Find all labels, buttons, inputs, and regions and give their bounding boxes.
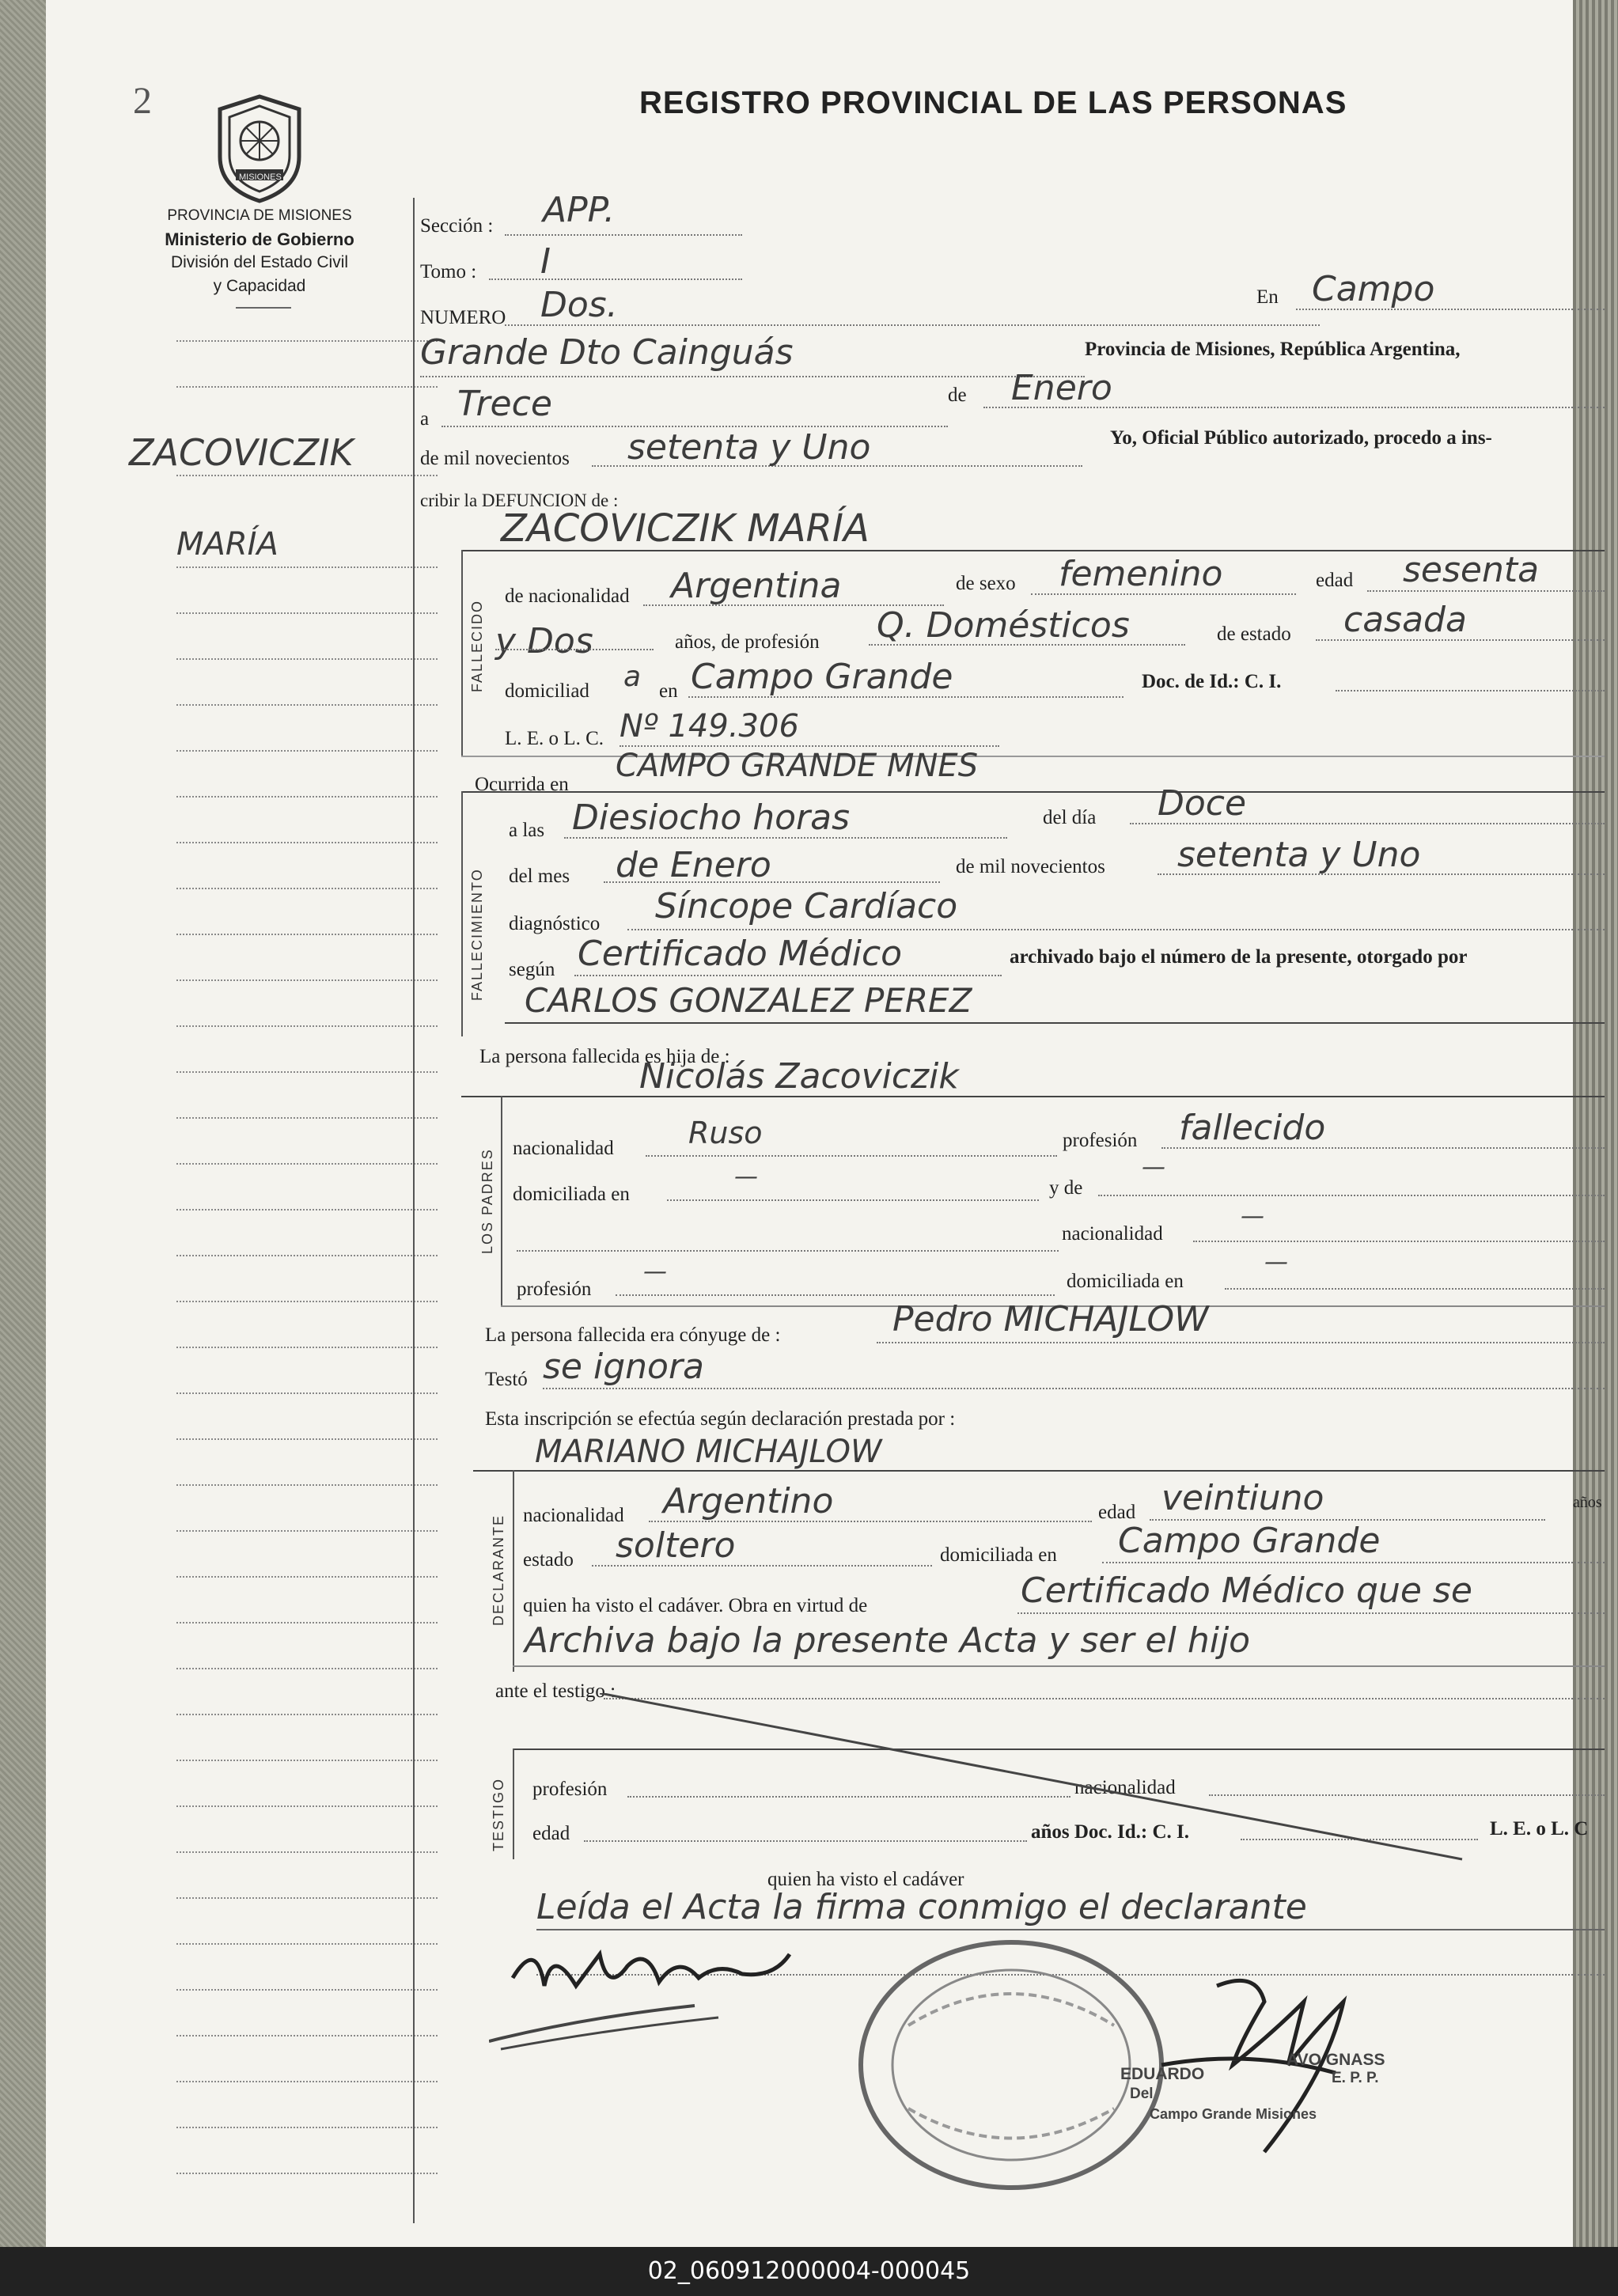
value-mes-fallec: de Enero [616,845,771,885]
value-declarante-nacionalidad: Argentino [663,1481,834,1521]
label-segun: según [509,959,555,980]
section-rule-fallecimiento [461,791,463,1036]
value-declarante-obra2: Archiva bajo la presente Acta y ser el hijo [525,1620,1251,1661]
value-declarante-estado: soltero [616,1525,736,1566]
label-inscripcion: Esta inscripción se efectúa según declaración prestada por : [485,1408,956,1430]
value-domicilio: Campo Grande [691,657,953,697]
value-padre: Nicolás Zacoviczik [639,1056,959,1097]
label-padre-profesion: profesión [1063,1130,1138,1151]
value-declarante: MARIANO MICHAJLOW [535,1434,882,1470]
value-dia: Trece [457,384,552,424]
line-edad2 [495,649,654,650]
image-caption: 02_060912000004-000045 [0,2247,1618,2296]
header-province: PROVINCIA DE MISIONES [167,207,352,224]
line-declarante-domicilio [1102,1562,1605,1563]
line-seccion [505,234,742,236]
label-yo-oficial: Yo, Oficial Público autorizado, procedo a ins- [1110,427,1492,449]
margin-given-name: MARÍA [176,526,279,563]
value-madre-domicilio: — [1264,1248,1288,1276]
value-ano: setenta y Uno [627,427,871,468]
section-label-fallecimiento: FALLECIMIENTO [469,868,485,1001]
value-cierre: Leída el Acta la firma conmigo el declarante [536,1887,1307,1927]
province-seal [212,93,307,204]
line-madre [1098,1195,1605,1196]
header-division: División del Estado Civil [170,253,349,271]
value-dia-fallec: Doce [1158,783,1247,824]
line-edad [1367,590,1605,592]
section-rule-padres [501,1096,502,1305]
label-declarante-edad: edad [1098,1502,1136,1523]
label-del-mes: del mes [509,866,570,887]
margin-surname: ZACOVICZIK [129,431,354,474]
label-seccion: Sección : [420,215,494,237]
value-seccion: APP. [543,190,616,230]
label-archivado: archivado bajo el número de la presente, otorgado por [1010,946,1468,968]
label-sexo: de sexo [956,573,1016,594]
value-diagnostico: Síncope Cardíaco [655,886,958,926]
value-nombre: ZACOVICZIK MARÍA [501,506,870,551]
value-conyuge: Pedro MICHAJLOW [892,1299,1209,1339]
label-provincia: Provincia de Misiones, República Argentina, [1085,339,1461,360]
section-rule-fallecido [461,550,463,756]
declarant-signature [489,1930,821,2057]
value-ocurrida: CAMPO GRANDE MNES [616,748,979,784]
label-ante-testigo: ante el testigo : [495,1680,616,1702]
line-padre [461,1096,1605,1097]
label-anos-profesion: años, de profesión [675,631,820,653]
value-domicilio-sufijo: a [623,661,642,693]
value-edad: sesenta [1403,550,1540,590]
section-label-padres: LOS PADRES [479,1148,495,1254]
stamp-line4: E. P. P. [1332,2070,1379,2086]
value-tomo: I [540,241,551,282]
section-rule-testigo [513,1749,514,1859]
label-padre-domiciliada: domiciliada en [513,1184,630,1205]
header-divider [236,307,291,309]
value-sexo: femenino [1059,554,1223,594]
value-madre-nacionalidad: — [1241,1203,1264,1230]
label-padre-nacionalidad: nacionalidad [513,1138,614,1159]
line-doc [1336,690,1605,691]
label-diagnostico: diagnóstico [509,913,601,934]
section-rule-declarante [513,1470,514,1672]
label-del-dia: del día [1043,807,1097,828]
label-numero: NUMERO [420,307,506,328]
label-conyuge: La persona fallecida era cónyuge de : [485,1324,781,1346]
value-madre: — [1142,1154,1165,1181]
line-ocurrida [461,791,1605,793]
label-domicilio: domiciliad [505,680,589,702]
value-estado: casada [1343,600,1467,640]
document-title: REGISTRO PROVINCIAL DE LAS PERSONAS [639,85,1347,120]
stamp-line5: Campo Grande Misiones [1150,2106,1317,2122]
label-a: a [420,408,430,430]
label-declarante-domiciliada: domiciliada en [940,1544,1057,1566]
stamp-line3: Del [1130,2086,1154,2102]
value-testo: se ignora [543,1347,704,1387]
line-certificado [574,975,1002,976]
line-documento [620,745,999,747]
header-ministry: Ministerio de Gobierno [165,229,354,249]
value-hora: Diesiocho horas [572,798,851,838]
value-padre-domicilio: — [734,1163,758,1191]
label-testigo-anos-doc: años Doc. Id.: C. I. [1031,1821,1190,1843]
header-capacity: y Capacidad [213,277,306,295]
label-cribir: cribir la DEFUNCION de : [420,491,619,510]
label-de-mil-fallec: de mil novecientos [956,856,1105,877]
label-a-las: a las [509,820,545,841]
page-number: 2 [133,80,152,122]
label-testigo-edad: edad [532,1823,570,1844]
line-madre-profesion [616,1294,1055,1296]
label-en: En [1256,286,1279,308]
line-madre-extra [517,1250,1059,1252]
line-padre-nacionalidad [646,1155,1057,1157]
line-madre-domicilio [1225,1288,1605,1290]
label-ocurrida: Ocurrida en [475,774,569,795]
line-declarante-obra [1017,1612,1605,1614]
label-y-de: y de [1049,1177,1083,1199]
line-numero [505,324,1320,326]
label-nacionalidad: de nacionalidad [505,585,630,607]
label-declarante-nacionalidad: nacionalidad [523,1505,624,1526]
value-medico: CARLOS GONZALEZ PEREZ [525,981,972,1020]
value-en: Campo [1312,269,1435,309]
line-testo [543,1388,1605,1389]
value-madre-profesion: — [643,1258,667,1286]
value-numero: Dos. [540,285,618,325]
value-profesion: Q. Domésticos [877,605,1130,646]
label-madre-nacionalidad: nacionalidad [1062,1223,1163,1245]
label-testigo-visto: quien ha visto el cadáver [767,1869,964,1890]
value-padre-nacionalidad: Ruso [688,1116,763,1150]
value-edad2: y Dos [495,621,593,661]
line-localidad [420,376,1085,377]
cancel-stroke [600,1693,1549,1867]
label-tomo: Tomo : [420,261,477,282]
book-binding [0,0,46,2247]
label-declarante-visto: quien ha visto el cadáver. Obra en virtud de [523,1595,868,1616]
value-documento: Nº 149.306 [620,708,799,744]
label-testigo-nacionalidad: nacionalidad [1074,1777,1176,1798]
value-localidad: Grande Dto Cainguás [420,332,794,373]
value-certificado: Certificado Médico [578,934,903,974]
label-de: de [948,385,967,406]
label-testigo-profesion: profesión [532,1779,608,1800]
stamp-line2: AVO GNASS [1286,2051,1385,2069]
register-page [46,0,1602,2247]
value-ano-fallec: setenta y Uno [1177,835,1421,875]
label-doc: Doc. de Id.: C. I. [1142,671,1282,692]
value-declarante-obra: Certificado Médico que se [1021,1570,1472,1611]
label-le-lc: L. E. o L. C. [505,728,604,749]
section-label-declarante: DECLARANTE [491,1514,506,1626]
label-en-domicilio: en [659,680,678,702]
line-conyuge [877,1342,1605,1343]
label-hija-de: La persona fallecida es hija de : [479,1046,730,1067]
coat-of-arms-icon [212,93,307,204]
value-declarante-domicilio: Campo Grande [1118,1521,1381,1561]
value-declarante-edad: veintiuno [1161,1478,1324,1518]
label-estado: de estado [1217,623,1291,645]
section-label-testigo: TESTIGO [491,1777,506,1851]
label-declarante-anos: años [1573,1494,1602,1511]
label-madre-profesion: profesión [517,1279,592,1300]
line-tomo [489,278,742,280]
value-mes: Enero [1011,368,1112,408]
seal-label: MISIONES [239,172,282,182]
value-padre-profesion: fallecido [1179,1108,1326,1148]
page-edges [1573,0,1618,2247]
stamp-line1: EDUARDO [1120,2065,1205,2083]
line-diagnostico [627,929,1605,930]
section-label-fallecido: FALLECIDO [469,599,485,692]
label-testo: Testó [485,1369,528,1390]
label-declarante-estado: estado [523,1549,574,1570]
line-declarante-obra2 [513,1665,1605,1667]
line-medico [505,1022,1605,1024]
label-de-mil: de mil novecientos [420,448,570,469]
value-nacionalidad: Argentina [671,566,842,606]
label-testigo-le-lc: L. E. o L. C [1490,1818,1589,1839]
label-madre-domiciliada: domiciliada en [1067,1271,1184,1292]
column-divider [413,198,415,2223]
line-madre-nacionalidad [1193,1241,1605,1242]
line-padre-domicilio [667,1199,1039,1201]
label-edad: edad [1316,570,1354,591]
line-declarante [473,1470,1605,1472]
